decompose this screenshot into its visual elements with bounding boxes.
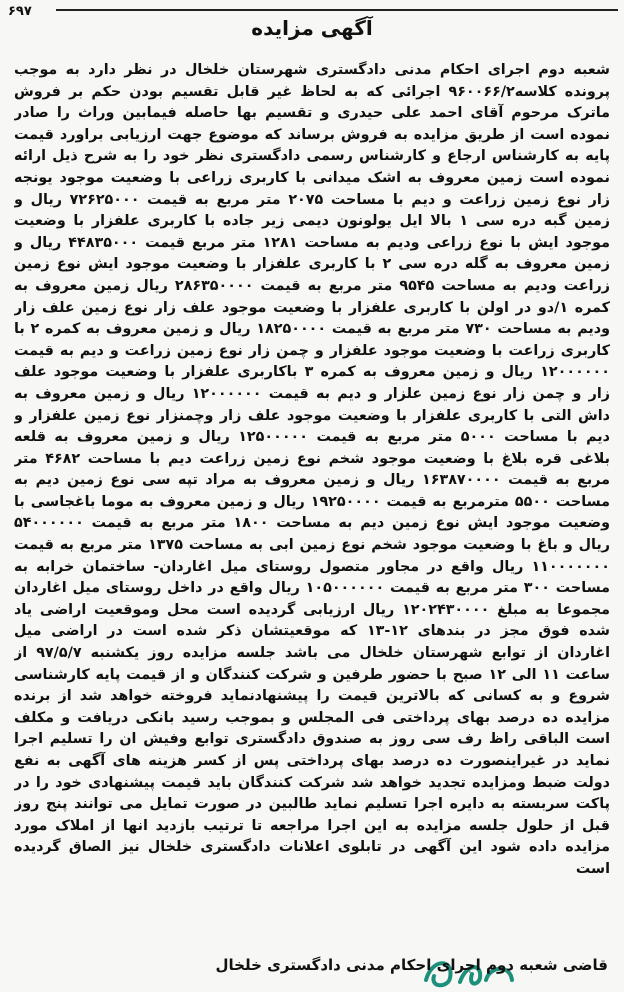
- top-rule: [56, 9, 618, 11]
- page-number: ۶۹۷: [8, 4, 32, 19]
- signature-line: قاضی شعبه دوم اجرای احکام مدنی دادگستری خلخال: [215, 956, 608, 974]
- ad-body-text: شعبه دوم اجرای احکام مدنی دادگستری شهرستان خلخال در نظر دارد به موجب پرونده کلاسه۹۶۰۰۶۶/۲ اجرائی که به لحاظ غیر قابل تقسیم بودن حکم بر فروش ماترک مرحوم آقای احمد علی حیدری و تقسیم بها حاصله فیمابین وراث را صادر نموده است از طریق مزایده به فروش برساند که موضوع جهت ارزیابی براورد قیمت پایه به کارشناس ارجاع و کارشناس رسمی دادگستری نظر خود را به شرح ذیل ارائه نموده است زمین معروف به اشک میدانی با کاربری زراعی با وضعیت موجود یونجه زار نوع زمین زراعت و دیم با مساحت ۲۰۷۵ متر مربع به قیمت ۷۲۶۲۵۰۰۰ ریال و زمین گبه دره سی ۱ بالا ایل یولونون دیمی زیر جاده با کاربری علفزار با وضعیت موجود ایش با نوع زراعی ودیم به مساحت ۱۲۸۱ متر مربع قیمت ۴۴۸۳۵۰۰۰ ریال و زمین معروف به گله دره سی ۲ با کاربری علفزار با وضعیت موجود ایش نوع زمین زراعت ودیم به مساحت ۹۵۴۵ متر مربع به قیمت ۲۸۶۳۵۰۰۰۰ ریال زمین معروف به کمره ۱/دو در اولن با کاربری علفزار با وضعیت موجود علف زار نوع زمین علف زار ودیم به مساحت ۷۳۰ متر مربع به قیمت ۱۸۲۵۰۰۰۰ ریال و زمین معروف به کمره ۲ با کاربری زراعت با وضعیت موجود علفزار و چمن زار نوع زمین زراعت و دیم به قیمت ۱۲۰۰۰۰۰۰ ریال و زمین معروف به کمره ۳ باکاربری علفزار با وضعیت موجود علف زار و چمن زار نوع زمین علزار و دیم به قیمت ۱۲۰۰۰۰۰۰ ریال و زمین معروف به داش التی با کاربری علفزار با وضعیت موجود علف زار وچمنزار نوع زمین علفزار و دیم با مساحت ۵۰۰۰ متر مربع به قیمت ۱۲۵۰۰۰۰۰ ریال و زمین معروف به قلعه بلاغی قره بلاغ با وضعیت موجود شخم نوع زمین زراعت دیم با مساحت ۴۶۸۲ متر مربع به قیمت ۱۶۳۸۷۰۰۰۰ ریال و زمین معروف به مراد تپه سی نوع زمین دیم به مساحت ۵۵۰۰ مترمربع به قیمت ۱۹۲۵۰۰۰۰ ریال و زمین معروف به موما باغجاسی با وضعیت موجود ایش نوع زمین دیم به مساحت ۱۸۰۰ متر مربع به قیمت ۵۴۰۰۰۰۰۰ ریال و باغ با وضعیت موجود شخم نوع زمین ابی به مساحت ۱۳۷۵ متر مربع به قیمت ۱۱۰۰۰۰۰۰۰ ریال واقع در مجاور متصول روستای میل اغاردان- ساختمان خرابه به مساحت ۳۰۰ متر مربع به قیمت ۱۰۵۰۰۰۰۰۰ ریال واقع در داخل روستای میل اغاردان مجموعا به مبلغ ۱۲۰۲۴۳۰۰۰۰ ریال ارزیابی گردیده است محل وموقعیت اراضی یاد شده فوق مجز در بندهای ۱۲-۱۳ که موقعیتشان ذکر شده است در اراضی میل اغاردان از توابع شهرستان خلخال می باشد جلسه مزایده روز یکشنبه ۹۷/۵/۷ از ساعت ۱۱ الی ۱۲ صبح با حضور طرفین و شرکت کنندگان و از قیمت پایه کارشناسی شروع و به کسانی که بالاترین قیمت را پیشنهادنماید فروخته خواهد شد از برنده مزایده ده درصد بهای پرداختی فی المجلس و بموجب رسید بانکی دریافت و مکلف است الباقی راظ رف سی روز به صندوق دادگستری توابع وفیش ان را تسلیم اجرا نماید در غیراینصورت ده درصد بهای پرداختی پس از کسر هزینه های آگهی به نفع دولت ضبط ومزایده تجدید خواهد شد شرکت کنندگان باید قیمت پیشنهادی خود را در پاکت سربسته به دایره اجرا تسلیم نماید طالبین در صورت تمایل می توانند پنج روز قبل از حلول جلسه مزایده به این اجرا مراجعه تا ترتیب بازدید انها از املاک مورد مزایده داده شود این آگهی در تابلوی اعلانات دادگستری خلخال نیز الصاق گردیده است: [14, 62, 610, 877]
- ad-title: آگهی مزایده: [251, 16, 373, 40]
